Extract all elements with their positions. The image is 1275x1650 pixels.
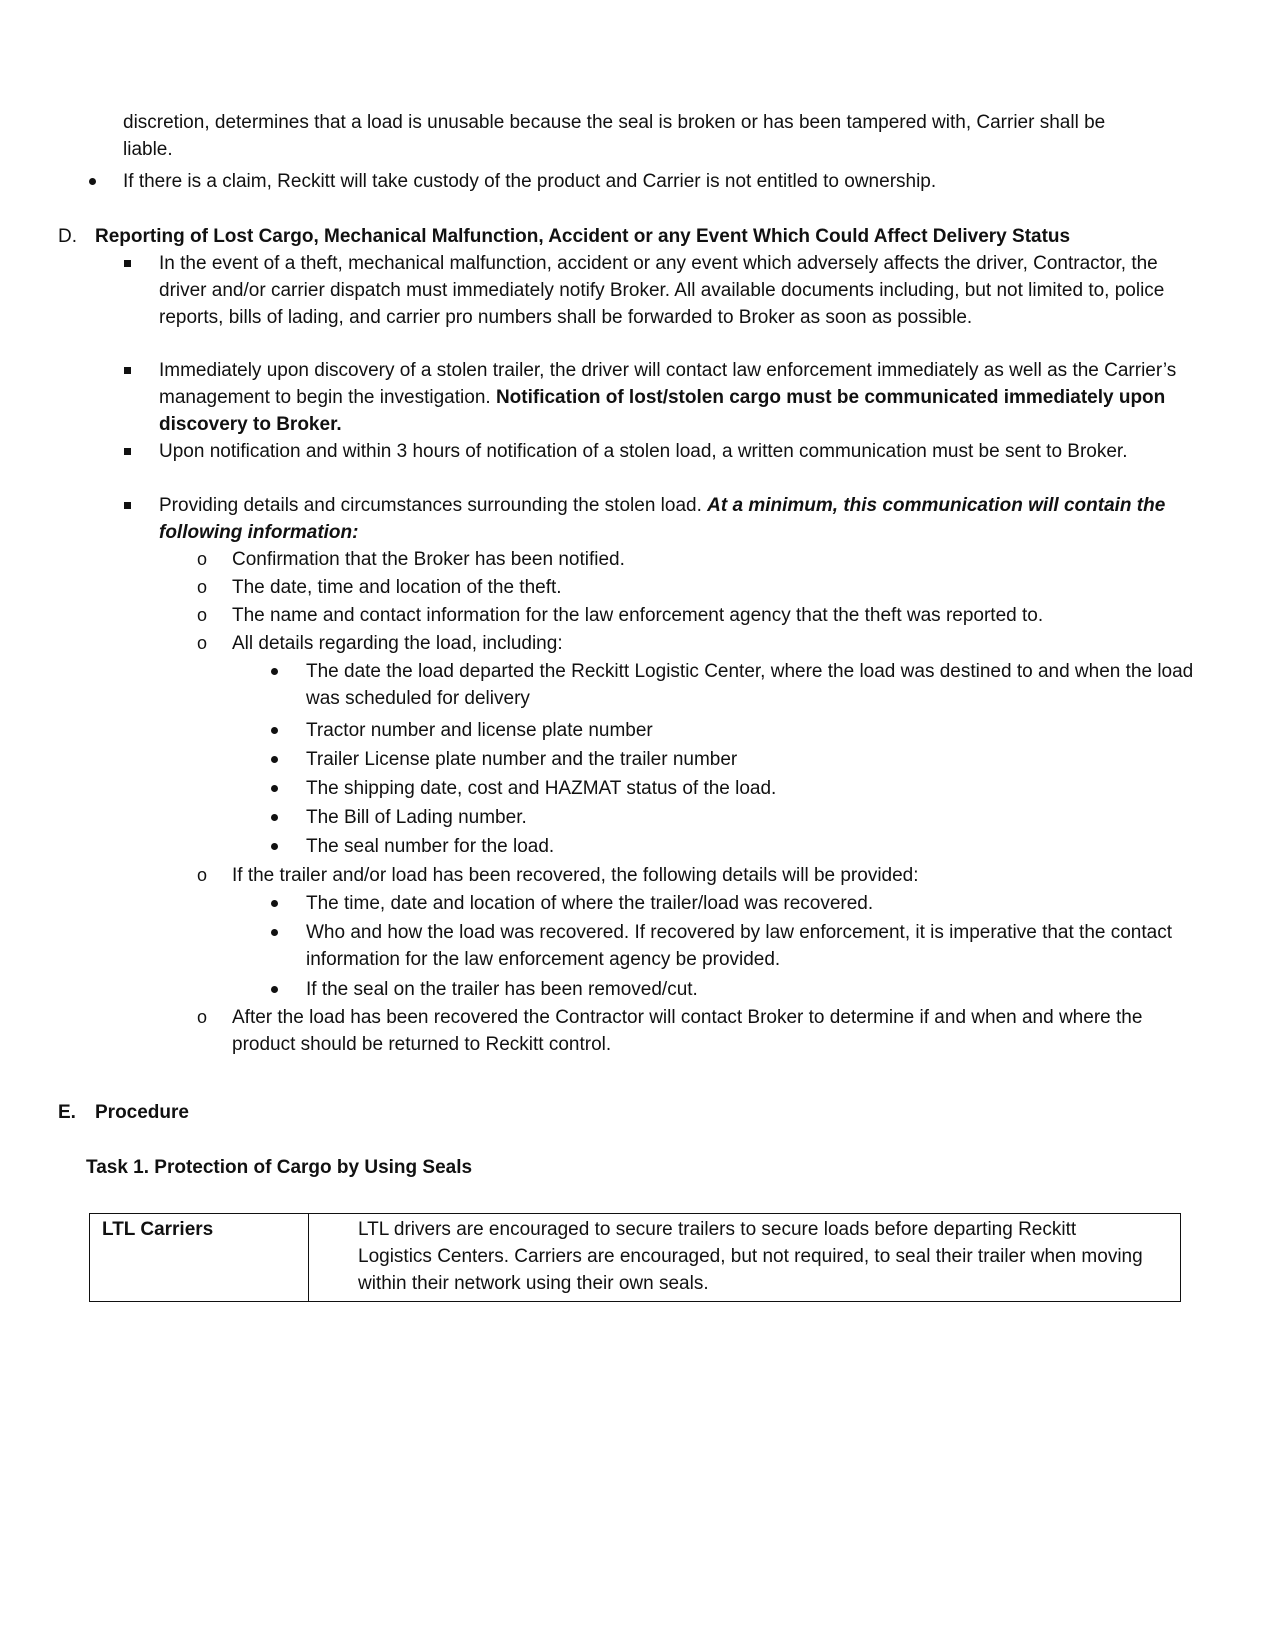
recovered-who: Who and how the load was recovered. If recovered by law enforcement, it is imperative that the contact information for the law enforcement agency be provided.: [306, 922, 1172, 970]
square-bullet-icon: [124, 448, 131, 455]
table-text-cell: [309, 1214, 1181, 1302]
sub-item-all-details: All details regarding the load, including:: [232, 633, 563, 654]
section-d-letter: D.: [58, 226, 77, 247]
sub-item-confirmation: Confirmation that the Broker has been notified.: [232, 549, 625, 570]
bullet-icon: [271, 900, 278, 907]
section-d-item-3: Upon notification and within 3 hours of notification of a stolen load, a written communication must be sent to Broker.: [159, 441, 1128, 462]
item-4-text: Providing details and circumstances surrounding the stolen load.: [159, 495, 708, 516]
table-label: LTL Carriers: [102, 1219, 214, 1240]
square-bullet-icon: [124, 502, 131, 509]
bullet-icon: [271, 986, 278, 993]
circle-bullet-icon: o: [197, 633, 208, 653]
bullet-icon: [271, 814, 278, 821]
bullet-icon: [271, 668, 278, 675]
recovered-seal-cut: If the seal on the trailer has been removed/cut.: [306, 979, 698, 1000]
sub-item-after: After the load has been recovered the Contractor will contact Broker to determine if and when and where the product should be returned to Reckitt control.: [232, 1007, 1143, 1055]
square-bullet-icon: [124, 367, 131, 374]
sub-item-date-time: The date, time and location of the theft.: [232, 577, 562, 598]
item-2-bold-text: Notification of lost/stolen cargo must be communicated immediately upon discovery to Broker.: [159, 387, 1166, 435]
table-row: [90, 1214, 1181, 1302]
detail-trailer: Trailer License plate number and the trailer number: [306, 749, 738, 770]
sub-item-recovered: If the trailer and/or load has been recovered, the following details will be provided:: [232, 865, 919, 886]
square-bullet-icon: [124, 260, 131, 267]
bullet-icon: [271, 785, 278, 792]
claim-bullet-text: If there is a claim, Reckitt will take custody of the product and Carrier is not entitled to ownership.: [123, 171, 937, 192]
detail-seal-number: The seal number for the load.: [306, 836, 555, 857]
detail-shipping: The shipping date, cost and HAZMAT status of the load.: [306, 778, 777, 799]
section-e-heading: Procedure: [95, 1102, 189, 1123]
section-d-item-1: In the event of a theft, mechanical malfunction, accident or any event which adversely affects the driver, Contractor, the driver and/or carrier dispatch must immediately notify Broker. All available documents including, but not limited to, police reports, bills of lading, and carrier pro numbers shall be forwarded to Broker as soon as possible.: [159, 253, 1165, 328]
item-4-emphasis: At a minimum, this communication will contain the following information:: [159, 495, 1166, 543]
item-2-text: Immediately upon discovery of a stolen trailer, the driver will contact law enforcement immediately as well as the Carrier’s management to begin the investigation.: [159, 360, 1177, 408]
section-d-item-2: [159, 357, 1199, 438]
continuation-line: liable.: [123, 139, 173, 160]
bullet-icon: [271, 929, 278, 936]
detail-tractor: Tractor number and license plate number: [306, 720, 653, 741]
bullet-icon: [271, 756, 278, 763]
recovered-time: The time, date and location of where the trailer/load was recovered.: [306, 893, 874, 914]
sub-item-agency: The name and contact information for the law enforcement agency that the theft was reported to.: [232, 605, 1044, 626]
table-text: LTL drivers are encouraged to secure trailers to secure loads before departing Reckitt Logistics Centers. Carriers are encouraged, but not required, to seal their trailer when moving within their network using their own seals.: [358, 1219, 1143, 1294]
detail-bill-of-lading: The Bill of Lading number.: [306, 807, 527, 828]
bullet-icon: [271, 727, 278, 734]
circle-bullet-icon: o: [197, 549, 208, 569]
circle-bullet-icon: o: [197, 1007, 208, 1027]
bullet-icon: [271, 843, 278, 850]
bullet-icon: [89, 178, 96, 185]
continuation-line: discretion, determines that a load is unusable because the seal is broken or has been tampered with, Carrier shall be: [123, 112, 1106, 133]
circle-bullet-icon: o: [197, 605, 208, 625]
table-label-cell: [90, 1214, 309, 1302]
seal-table: [89, 1213, 1181, 1302]
circle-bullet-icon: o: [197, 865, 208, 885]
circle-bullet-icon: o: [197, 577, 208, 597]
section-d-heading: Reporting of Lost Cargo, Mechanical Malfunction, Accident or any Event Which Could Affect Delivery Status: [95, 226, 1071, 247]
detail-departed: The date the load departed the Reckitt Logistic Center, where the load was destined to and when the load was scheduled for delivery: [306, 661, 1194, 709]
task-heading: Task 1. Protection of Cargo by Using Seals: [86, 1157, 473, 1178]
section-d-item-4: [159, 492, 1199, 546]
section-e-letter: E.: [58, 1102, 76, 1123]
